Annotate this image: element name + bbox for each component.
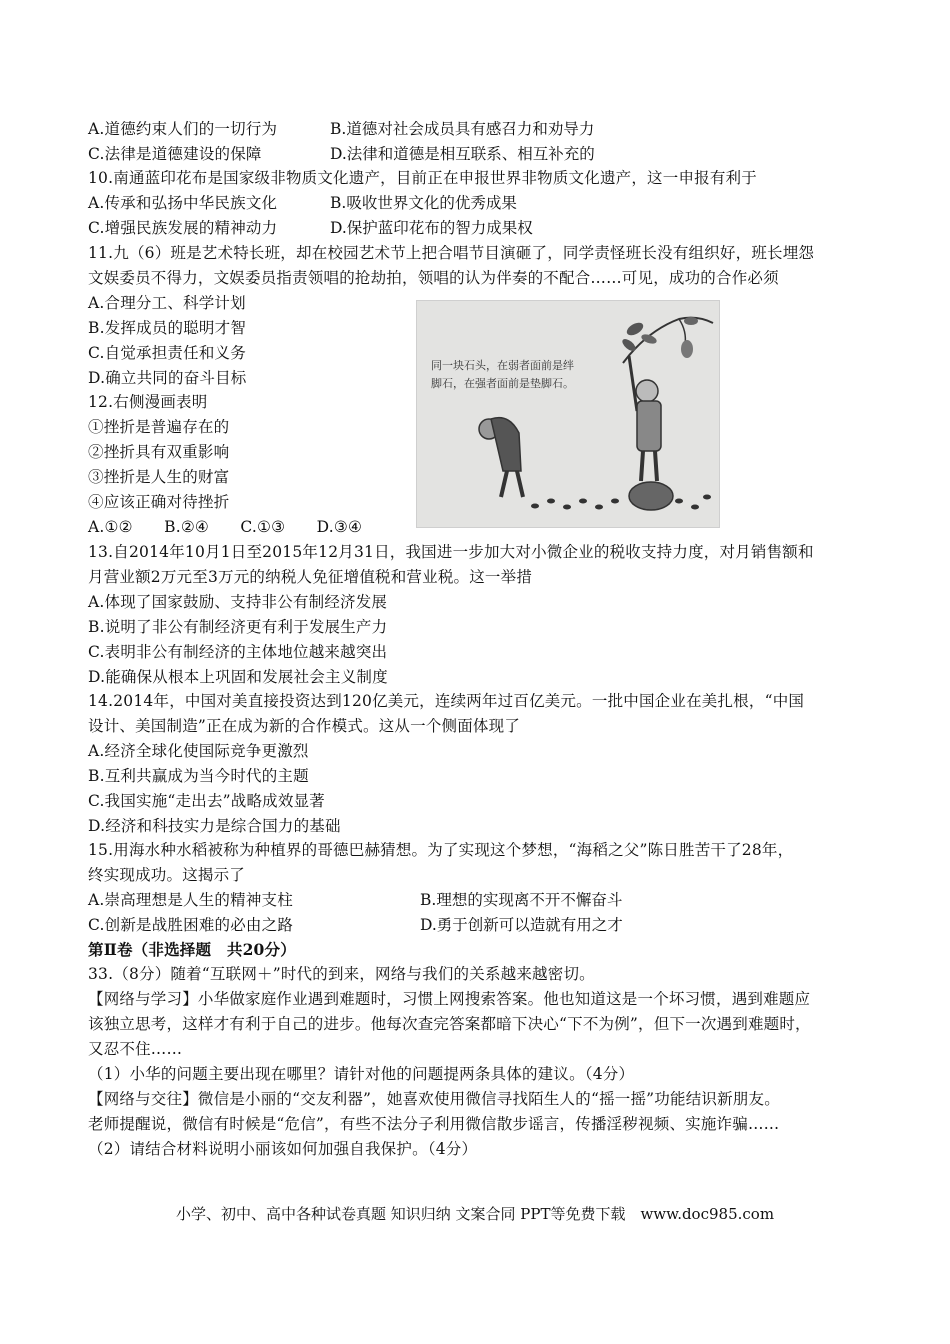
q11-option-b: B.发挥成员的聪明才智 bbox=[88, 319, 247, 337]
q12-statement-3: ③挫折是人生的财富 bbox=[88, 468, 230, 486]
q33-subquestion-2: （2）请结合材料说明小丽该如何加强自我保护。（4分） bbox=[88, 1140, 478, 1158]
q11-option-c: C.自觉承担责任和义务 bbox=[88, 344, 246, 362]
q9-option-c: C.法律是道德建设的保障 bbox=[88, 145, 262, 163]
q12-statement-1: ①挫折是普遍存在的 bbox=[88, 418, 230, 436]
q15-option-b: B.理想的实现离不开不懈奋斗 bbox=[420, 891, 623, 909]
q13-stem-line2: 月营业额2万元至3万元的纳税人免征增值税和营业税。这一举措 bbox=[88, 568, 533, 586]
q15-option-a: A.崇高理想是人生的精神支柱 bbox=[88, 891, 293, 909]
q14-option-c: C.我国实施“走出去”战略成效显著 bbox=[88, 792, 325, 810]
q15-option-c: C.创新是战胜困难的必由之路 bbox=[88, 916, 294, 934]
q15-stem-line2: 终实现成功。这揭示了 bbox=[88, 866, 246, 884]
cartoon-drawing bbox=[417, 301, 719, 527]
q12-statement-2: ②挫折具有双重影响 bbox=[88, 443, 230, 461]
q14-option-a: A.经济全球化使国际竞争更激烈 bbox=[88, 742, 309, 760]
q33-material1-line1: 【网络与学习】小华做家庭作业遇到难题时，习惯上网搜索答案。他也知道这是一个坏习惯，遇到难题应 bbox=[88, 990, 811, 1008]
q12-choices: A.①② B.②④ C.①③ D.③④ bbox=[88, 518, 363, 536]
q14-option-d: D.经济和科技实力是综合国力的基础 bbox=[88, 817, 341, 835]
q11-stem-line2: 文娱委员不得力，文娱委员指责领唱的抢劫拍，领唱的认为伴奏的不配合……可见，成功的合作必须 bbox=[88, 269, 779, 287]
q13-option-c: C.表明非公有制经济的主体地位越来越突出 bbox=[88, 643, 388, 661]
q15-option-d: D.勇于创新可以造就有用之才 bbox=[420, 916, 623, 934]
q33-stem: 33.（8分）随着“互联网＋”时代的到来，网络与我们的关系越来越密切。 bbox=[88, 965, 595, 983]
q33-subquestion-1: （1）小华的问题主要出现在哪里？请针对他的问题提两条具体的建议。（4分） bbox=[88, 1065, 635, 1083]
cartoon-caption-line1: 同一块石头，在弱者面前是绊 bbox=[431, 359, 574, 372]
q10-option-d: D.保护蓝印花布的智力成果权 bbox=[330, 219, 533, 237]
q33-material1-line3: 又忍不住…… bbox=[88, 1040, 183, 1058]
q10-stem: 10.南通蓝印花布是国家级非物质文化遗产，目前正在申报世界非物质文化遗产，这一申报有利于 bbox=[88, 169, 757, 187]
q12-cartoon-image bbox=[416, 300, 720, 528]
q10-option-b: B.吸收世界文化的优秀成果 bbox=[330, 194, 517, 212]
q11-option-d: D.确立共同的奋斗目标 bbox=[88, 369, 247, 387]
page-footer: 小学、初中、高中各种试卷真题 知识归纳 文案合同 PPT等免费下载 www.doc985.com bbox=[175, 1205, 775, 1223]
q14-stem-line1: 14.2014年，中国对美直接投资达到120亿美元，连续两年过百亿美元。一批中国企业在美扎根，“中国 bbox=[88, 692, 805, 710]
q11-stem-line1: 11.九（6）班是艺术特长班，却在校园艺术节上把合唱节目演砸了，同学责怪班长没有组织好，班长埋怨 bbox=[88, 244, 815, 262]
q9-option-d: D.法律和道德是相互联系、相互补充的 bbox=[330, 145, 595, 163]
q13-option-b: B.说明了非公有制经济更有利于发展生产力 bbox=[88, 618, 388, 636]
q13-option-d: D.能确保从根本上巩固和发展社会主义制度 bbox=[88, 668, 388, 686]
q12-statement-4: ④应该正确对待挫折 bbox=[88, 493, 230, 511]
q9-option-a: A.道德约束人们的一切行为 bbox=[88, 120, 278, 138]
q10-option-a: A.传承和弘扬中华民族文化 bbox=[88, 194, 278, 212]
q33-material2-line1: 【网络与交往】微信是小丽的“交友利器”，她喜欢使用微信寻找陌生人的“摇一摇”功能结识新朋友。 bbox=[88, 1090, 780, 1108]
q15-stem-line1: 15.用海水种水稻被称为种植界的哥德巴赫猜想。为了实现这个梦想，“海稻之父”陈日胜苦干了28年， bbox=[88, 841, 794, 859]
cartoon-caption-line2: 脚石，在强者面前是垫脚石。 bbox=[431, 377, 574, 390]
q13-option-a: A.体现了国家鼓励、支持非公有制经济发展 bbox=[88, 593, 388, 611]
q33-material1-line2: 该独立思考，这样才有利于自己的进步。他每次查完答案都暗下决心“下不为例”，但下一次遇到难题时， bbox=[88, 1015, 811, 1033]
q33-material2-line2: 老师提醒说，微信有时候是“危信”，有些不法分子利用微信散步谣言，传播淫秽视频、实施诈骗…… bbox=[88, 1115, 780, 1133]
q11-option-a: A.合理分工、科学计划 bbox=[88, 294, 246, 312]
section2-title: 第Ⅱ卷（非选择题 共20分） bbox=[88, 940, 296, 959]
q9-option-b: B.道德对社会成员具有感召力和劝导力 bbox=[330, 120, 595, 138]
q14-option-b: B.互利共赢成为当今时代的主题 bbox=[88, 767, 309, 785]
q13-stem-line1: 13.自2014年10月1日至2015年12月31日，我国进一步加大对小微企业的税收支持力度，对月销售额和 bbox=[88, 543, 814, 561]
q12-stem: 12.右侧漫画表明 bbox=[88, 393, 208, 411]
q10-option-c: C.增强民族发展的精神动力 bbox=[88, 219, 278, 237]
q14-stem-line2: 设计、美国制造”正在成为新的合作模式。这从一个侧面体现了 bbox=[88, 717, 521, 735]
